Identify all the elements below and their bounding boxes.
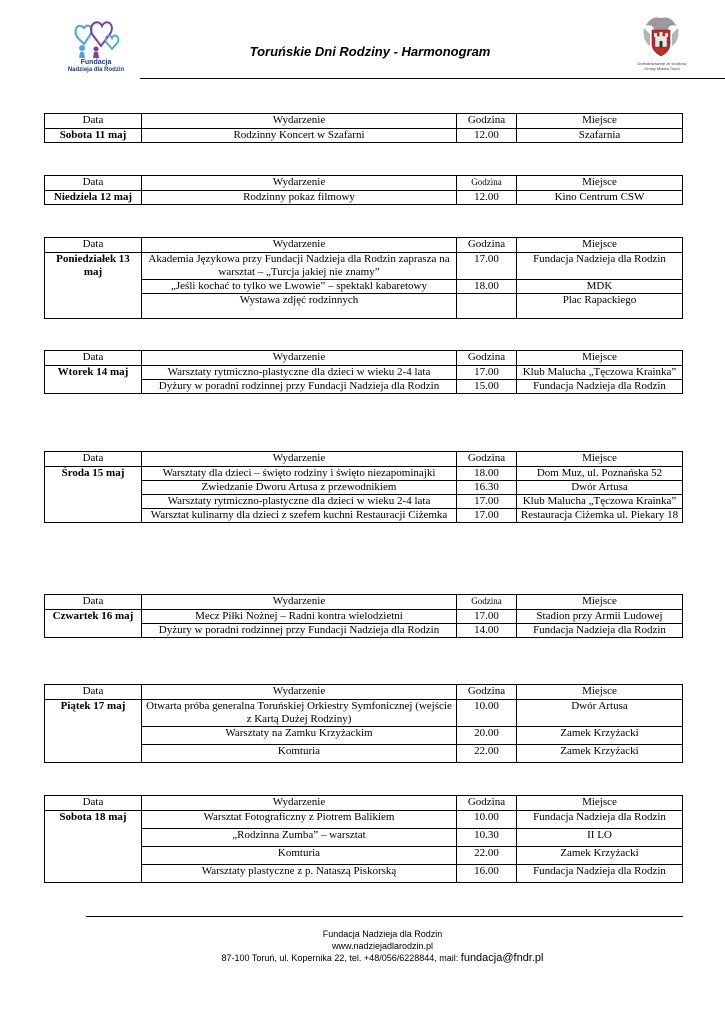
event-cell: Warsztaty dla dzieci – święto rodziny i święto niezapominajki — [142, 467, 457, 481]
col-header-event: Wydarzenie — [142, 452, 457, 467]
schedule-table-piatek-17 — [44, 684, 683, 763]
event-cell: Warsztaty plastyczne z p. Nataszą Piskorską — [142, 865, 457, 883]
event-cell: Rodzinny Koncert w Szafarni — [142, 129, 457, 143]
time-cell: 14.00 — [457, 624, 517, 638]
event-cell: Otwarta próba generalna Toruńskiej Orkiestry Symfonicznej (wejście z Kartą Dużej Rodziny) — [142, 700, 457, 727]
time-cell: 15.00 — [457, 380, 517, 394]
time-cell: 10.30 — [457, 829, 517, 847]
place-cell: Fundacja Nadzieja dla Rodzin — [517, 624, 683, 638]
schedule-table-czwartek-16 — [44, 594, 683, 638]
time-cell: 10.00 — [457, 811, 517, 829]
col-header-time: Godzina — [457, 114, 517, 129]
time-cell: 12.00 — [457, 191, 517, 205]
place-cell: Fundacja Nadzieja dla Rodzin — [517, 380, 683, 394]
col-header-event: Wydarzenie — [142, 685, 457, 700]
col-header-date: Data — [45, 685, 142, 700]
event-cell: Komturia — [142, 847, 457, 865]
event-cell: Komturia — [142, 745, 457, 763]
col-header-time: Godzina — [457, 176, 517, 191]
place-cell: Fundacja Nadzieja dla Rodzin — [517, 865, 683, 883]
col-header-event: Wydarzenie — [142, 176, 457, 191]
col-header-place: Miejsce — [517, 176, 683, 191]
place-cell: Dom Muz, ul. Poznańska 52 — [517, 467, 683, 481]
col-header-date: Data — [45, 114, 142, 129]
place-cell: Zamek Krzyżacki — [517, 727, 683, 745]
col-header-date: Data — [45, 351, 142, 366]
page-header — [40, 14, 685, 80]
day-cell: Niedziela 12 maj — [45, 191, 142, 205]
event-cell: Dyżury w poradni rodzinnej przy Fundacji Nadzieja dla Rodzin — [142, 624, 457, 638]
col-header-place: Miejsce — [517, 685, 683, 700]
table-header-row — [45, 685, 683, 700]
col-header-place: Miejsce — [517, 452, 683, 467]
table-header-row — [45, 176, 683, 191]
place-cell: Klub Malucha „Tęczowa Krainka” — [517, 495, 683, 509]
logo-text-name: Nadzieja dla Rodzin — [67, 67, 125, 73]
time-cell: 18.00 — [457, 467, 517, 481]
logo-text-fundacja: Fundacja — [80, 59, 112, 66]
schedule-table-niedziela-12 — [44, 175, 683, 205]
day-cell: Sobota 11 maj — [45, 129, 142, 143]
col-header-event: Wydarzenie — [142, 114, 457, 129]
header-divider — [140, 78, 725, 79]
place-cell: Zamek Krzyżacki — [517, 847, 683, 865]
place-cell: Dwór Artusa — [517, 481, 683, 495]
time-cell: 18.00 — [457, 280, 517, 294]
event-cell: Warsztat Fotograficzny z Piotrem Balikiem — [142, 811, 457, 829]
footer-email: fundacja@fndr.pl — [460, 952, 544, 964]
footer-website: www.nadziejadlarodzin.pl — [331, 941, 434, 951]
table-header-row — [45, 238, 683, 253]
time-cell: 17.00 — [457, 509, 517, 523]
place-cell: Szafarnia — [517, 129, 683, 143]
day-cell: Piątek 17 maj — [45, 700, 142, 763]
event-cell: Wystawa zdjęć rodzinnych — [142, 294, 457, 319]
time-cell: 22.00 — [457, 745, 517, 763]
table-row — [45, 366, 683, 380]
time-cell: 17.00 — [457, 495, 517, 509]
time-cell: 17.00 — [457, 253, 517, 280]
crest-caption: Dofinansowane ze środków Gminy Miasta Toruń — [637, 61, 687, 71]
col-header-date: Data — [45, 796, 142, 811]
place-cell: Stadion przy Armii Ludowej — [517, 610, 683, 624]
schedule-table-sroda-15 — [44, 451, 683, 523]
col-header-place: Miejsce — [517, 238, 683, 253]
table-row — [45, 191, 683, 205]
col-header-date: Data — [45, 595, 142, 610]
col-header-time: Godzina — [457, 595, 517, 610]
table-header-row — [45, 796, 683, 811]
day-cell: Środa 15 maj — [45, 467, 142, 523]
event-cell: Zwiedzanie Dworu Artusa z przewodnikiem — [142, 481, 457, 495]
event-cell: Mecz Piłki Nożnej – Radni kontra wielodzietni — [142, 610, 457, 624]
schedule-table-sobota-18 — [44, 795, 683, 883]
place-cell: Fundacja Nadzieja dla Rodzin — [517, 811, 683, 829]
place-cell: Klub Malucha „Tęczowa Krainka” — [517, 366, 683, 380]
col-header-time: Godzina — [457, 796, 517, 811]
event-cell: „Rodzinna Zumba” – warsztat — [142, 829, 457, 847]
place-cell: Fundacja Nadzieja dla Rodzin — [517, 253, 683, 280]
table-header-row — [45, 452, 683, 467]
family-hearts-icon — [70, 16, 122, 58]
col-header-time: Godzina — [457, 452, 517, 467]
event-cell: Rodzinny pokaz filmowy — [142, 191, 457, 205]
page-footer — [0, 928, 725, 964]
footer-divider — [86, 916, 683, 917]
place-cell: MDK — [517, 280, 683, 294]
col-header-place: Miejsce — [517, 595, 683, 610]
time-cell: 17.00 — [457, 366, 517, 380]
time-cell: 20.00 — [457, 727, 517, 745]
day-cell: Czwartek 16 maj — [45, 610, 142, 638]
col-header-place: Miejsce — [517, 796, 683, 811]
table-header-row — [45, 114, 683, 129]
time-cell: 12.00 — [457, 129, 517, 143]
table-row — [45, 467, 683, 481]
schedule-table-wtorek-14 — [44, 350, 683, 394]
day-cell: Wtorek 14 maj — [45, 366, 142, 394]
table-row — [45, 811, 683, 829]
col-header-time: Godzina — [457, 351, 517, 366]
col-header-event: Wydarzenie — [142, 796, 457, 811]
col-header-event: Wydarzenie — [142, 238, 457, 253]
time-cell: 22.00 — [457, 847, 517, 865]
foundation-logo — [56, 16, 136, 78]
place-cell: Dwór Artusa — [517, 700, 683, 727]
schedule-table-poniedzialek-13 — [44, 237, 683, 319]
day-cell: Poniedziałek 13 maj — [45, 253, 142, 319]
time-cell: 17.00 — [457, 610, 517, 624]
event-cell: Warsztaty rytmiczno-plastyczne dla dzieci w wieku 2-4 lata — [142, 495, 457, 509]
event-cell: Warsztaty na Zamku Krzyżackim — [142, 727, 457, 745]
table-row — [45, 253, 683, 280]
event-cell: Warsztat kulinarny dla dzieci z szefem kuchni Restauracji Ciżemka — [142, 509, 457, 523]
table-row — [45, 700, 683, 727]
time-cell — [457, 294, 517, 319]
event-cell: „Jeśli kochać to tylko we Lwowie” – spektakl kabaretowy — [142, 280, 457, 294]
day-cell: Sobota 18 maj — [45, 811, 142, 883]
footer-org-name: Fundacja Nadzieja dla Rodzin — [322, 929, 443, 939]
place-cell: Kino Centrum CSW — [517, 191, 683, 205]
page-title: Toruńskie Dni Rodziny - Harmonogram — [249, 44, 491, 59]
col-header-time: Godzina — [457, 685, 517, 700]
table-row — [45, 610, 683, 624]
col-header-event: Wydarzenie — [142, 351, 457, 366]
place-cell: II LO — [517, 829, 683, 847]
time-cell: 10.00 — [457, 700, 517, 727]
col-header-event: Wydarzenie — [142, 595, 457, 610]
place-cell: Zamek Krzyżacki — [517, 745, 683, 763]
event-cell: Dyżury w poradni rodzinnej przy Fundacji Nadzieja dla Rodzin — [142, 380, 457, 394]
col-header-date: Data — [45, 238, 142, 253]
table-row — [45, 129, 683, 143]
torun-coat-of-arms-icon — [640, 14, 682, 58]
col-header-place: Miejsce — [517, 351, 683, 366]
time-cell: 16.00 — [457, 865, 517, 883]
event-cell: Warsztaty rytmiczno-plastyczne dla dzieci w wieku 2-4 lata — [142, 366, 457, 380]
place-cell: Restauracja Ciżemka ul. Piekary 18 — [517, 509, 683, 523]
place-cell: Plac Rapackiego — [517, 294, 683, 319]
col-header-place: Miejsce — [517, 114, 683, 129]
time-cell: 16.30 — [457, 481, 517, 495]
col-header-time: Godzina — [457, 238, 517, 253]
schedule-table-sobota-11 — [44, 113, 683, 143]
footer-address: 87-100 Toruń, ul. Kopernika 22, tel. +48/056/6228844, mail: fundacja@fndr.pl — [221, 952, 544, 964]
col-header-date: Data — [45, 176, 142, 191]
col-header-date: Data — [45, 452, 142, 467]
table-header-row — [45, 595, 683, 610]
event-cell: Akademia Językowa przy Fundacji Nadzieja dla Rodzin zaprasza na warsztat – „Turcja jakiej nie znamy” — [142, 253, 457, 280]
table-header-row — [45, 351, 683, 366]
